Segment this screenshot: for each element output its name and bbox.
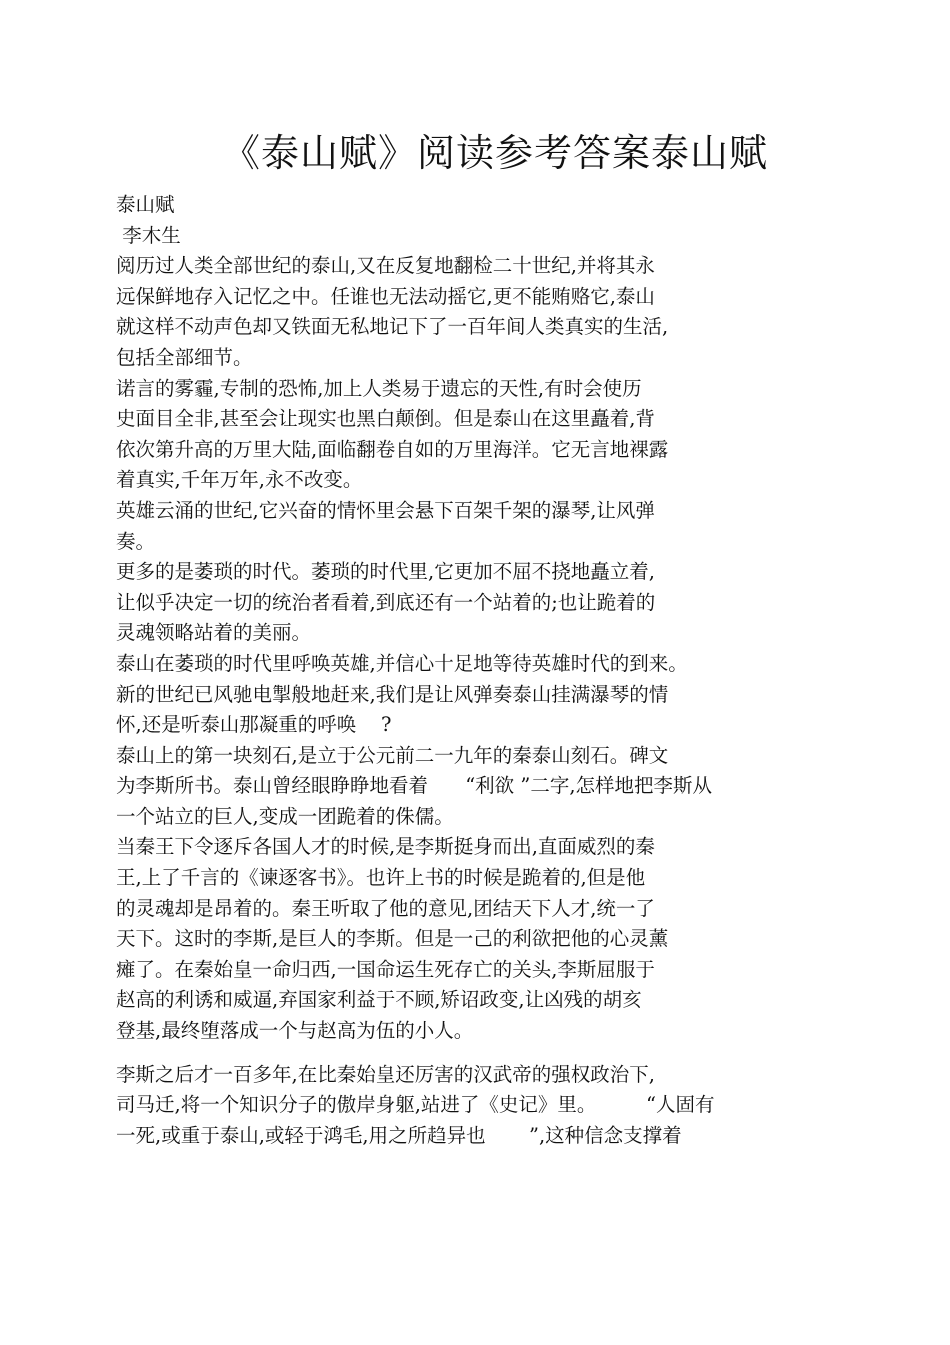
text-line: 让似乎决定一切的统治者看着,到底还有一个站着的;也让跪着的 (116, 590, 656, 614)
text-line: 着真实,千年万年,永不改变。 (116, 468, 363, 492)
text-line: 王,上了千言的《谏逐客书》。也许上书的时候是跪着的,但是他 (116, 866, 646, 890)
text-line: 就这样不动声色却又铁面无私地记下了一百年间人类真实的生活, (116, 315, 669, 339)
text-line: 泰山赋 (116, 193, 175, 216)
text-line: 李斯之后才一百多年,在比秦始皇还厉害的汉武帝的强权政治下, (116, 1062, 655, 1086)
text-line: 依次第升高的万里大陆,面临翻卷自如的万里海洋。它无言地裸露 (116, 437, 669, 461)
text-line: 天下。这时的李斯,是巨人的李斯。但是一己的利欲把他的心灵薰 (116, 927, 669, 951)
text-line: 包括全部细节。 (116, 345, 253, 369)
text-line: 为李斯所书。泰山曾经眼睁睁地看着 “利欲 ”二字,怎样地把李斯从 (116, 774, 713, 798)
text-line: 登基,最终堕落成一个与赵高为伍的小人。 (116, 1019, 474, 1043)
text-line: 奏。 (116, 529, 156, 553)
text-line: 一死,或重于泰山,或轻于鸿毛,用之所趋异也 ”,这种信念支撑着 (116, 1123, 682, 1147)
text-line: 泰山上的第一块刻石,是立于公元前二一九年的秦泰山刻石。碑文 (116, 743, 669, 767)
text-line: 的灵魂却是昂着的。秦王听取了他的意见,团结天下人才,统一了 (116, 896, 655, 920)
text-line: 更多的是萎琐的时代。萎琐的时代里,它更加不屈不挠地矗立着, (116, 560, 655, 584)
text-line: 灵魂领略站着的美丽。 (116, 621, 312, 645)
text-line: 瘫了。在秦始皇一命归西,一国命运生死存亡的关头,李斯屈服于 (116, 957, 655, 981)
text-line: 新的世纪已风驰电掣般地赶来,我们是让风弹奏泰山挂满瀑琴的情 (116, 682, 669, 706)
paragraph-gap (116, 1047, 796, 1060)
text-line: 泰山在萎琐的时代里呼唤英雄,并信心十足地等待英雄时代的到来。 (116, 651, 688, 675)
text-line: 诺言的雾霾,专制的恐怖,加上人类易于遗忘的天性,有时会使历 (116, 376, 642, 400)
text-line: 司马迁,将一个知识分子的傲岸身躯,站进了《史记》里。 “人固有 (116, 1093, 715, 1117)
text-line: 阅历过人类全部世纪的泰山,又在反复地翻检二十世纪,并将其永 (116, 254, 655, 278)
document-body (116, 190, 796, 1151)
text-line: 李木生 (116, 223, 181, 247)
text-line: 赵高的利诱和威逼,弃国家利益于不顾,矫诏政变,让凶残的胡亥 (116, 988, 642, 1012)
text-line: 史面目全非,甚至会让现实也黑白颠倒。但是泰山在这里矗着,背 (116, 407, 655, 431)
text-line: 一个站立的巨人,变成一团跪着的侏儒。 (116, 804, 454, 828)
text-line: 当秦王下令逐斥各国人才的时候,是李斯挺身而出,直面威烈的秦 (116, 835, 655, 859)
text-line: 怀,还是听泰山那凝重的呼唤 ? (116, 713, 392, 737)
text-line: 远保鲜地存入记忆之中。任谁也无法动摇它,更不能贿赂它,泰山 (116, 284, 655, 308)
text-line: 英雄云涌的世纪,它兴奋的情怀里会悬下百架千架的瀑琴,让风弹 (116, 498, 655, 522)
document-title: 《泰山赋》阅读参考答案泰山赋 (221, 131, 768, 175)
